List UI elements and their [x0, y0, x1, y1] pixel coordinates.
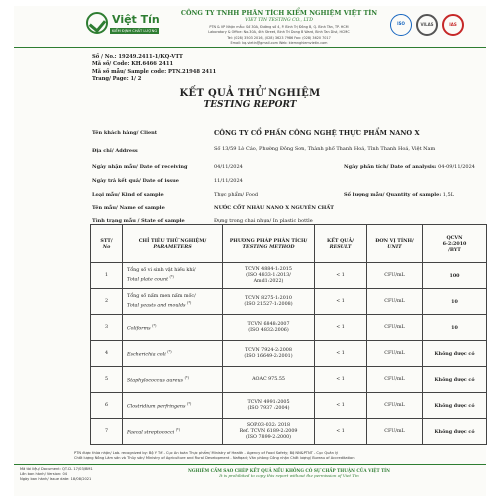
cell-method — [223, 263, 315, 289]
logo-tagline: KIỂM ĐỊNH CHẤT LƯỢNG — [112, 29, 158, 33]
company-logo — [86, 12, 158, 44]
results-table — [90, 224, 486, 444]
name-value: NƯỚC CỐT NHÀU NANO X NGUYÊN CHẤT — [214, 205, 335, 211]
accredited-mark: (*) — [152, 323, 157, 328]
cell-param — [123, 315, 223, 341]
issue-label: Ngày trả kết quả/ Date of issue — [92, 178, 179, 184]
method-line-2: Ref. TCVN 6189-2:2009 — [239, 428, 298, 434]
accredited-mark: (*) — [187, 300, 192, 305]
accredited-mark: (*) — [175, 427, 181, 432]
cell-result: < 1 — [315, 315, 367, 341]
table-row — [91, 341, 487, 367]
method-line-1: AOAC 975.55 — [252, 376, 285, 382]
cell-no: 6 — [91, 393, 123, 419]
prohibit-vn: NGHIÊM CẤM SAO CHÉP KẾT QUẢ NẾU KHÔNG CÓ SỰ CHẤP THUẬN CỦA VIỆT TÍN — [188, 468, 390, 473]
header-param-vn: CHỈ TIÊU THỬ NGHIỆM/ — [138, 237, 207, 244]
sample-code: Mã số mẫu/ Sample code: PTN.21948 2411 — [92, 68, 217, 75]
company-block — [164, 9, 394, 45]
header-result — [315, 225, 367, 263]
cell-result: < 1 — [315, 289, 367, 315]
header-unit-en: UNIT — [387, 243, 402, 250]
company-name-en: VIET TIN TESTING CO., LTD — [245, 18, 313, 23]
cell-param — [123, 419, 223, 445]
cell-result: < 1 — [315, 263, 367, 289]
header-stt-en: No — [102, 243, 111, 250]
header-param — [123, 225, 223, 263]
cell-unit: CFU/mL — [367, 419, 423, 445]
cell-unit: CFU/mL — [367, 393, 423, 419]
cert-label-iso: ISO — [397, 21, 405, 26]
method-line-1: TCVN 7924-2:2008 — [245, 347, 292, 353]
method-line-2: (ISO 4833-1:2013/ — [246, 272, 291, 278]
param-vn: Tổng số vi sinh vật hiếu khí/ — [127, 267, 196, 273]
report-meta — [92, 54, 216, 83]
kind-value: Thực phẩm/ Food — [214, 192, 259, 198]
footer-doc-info — [20, 467, 93, 482]
method-line-1: TCVN 6848:2007 — [247, 321, 290, 327]
vilas-cert-icon — [416, 14, 438, 36]
header-unit — [367, 225, 423, 263]
header-unit-vn: ĐƠN VỊ TÍNH/ — [375, 237, 414, 244]
table-header-row — [91, 225, 487, 263]
cell-qcvn: Không được có — [423, 419, 487, 445]
cell-no: 1 — [91, 263, 123, 289]
table-row — [91, 315, 487, 341]
table-body — [91, 263, 487, 445]
page-number: Trang/ Page: 1/ 2 — [92, 75, 142, 82]
method-line-3: Amd1:2022) — [253, 278, 284, 284]
state-label: Tình trạng mẫu / State of sample — [92, 218, 185, 224]
param-en: Staphylococcus aureus — [127, 378, 184, 384]
footer-note-2: Chất lượng Nông Lâm sản và Thủy sản/ Ministry of Agriculture and Rural Development - Nafiqad; Văn phòng Công nhận Chất lượng/ Bureau of Accreditation — [74, 456, 355, 460]
company-lab-address: Laboratory & Office: No.30A, 4th Street, Binh Tri Dong B Ward, Binh Tan Dist, HCMC — [208, 30, 350, 34]
table-row — [91, 419, 487, 445]
report-title — [14, 88, 486, 110]
company-name-vn: CÔNG TY TNHH PHÂN TÍCH KIỂM NGHIỆM VIỆT TÍN — [180, 9, 378, 17]
method-line-2: (ISO 7937 :2004) — [247, 405, 290, 411]
cell-method — [223, 341, 315, 367]
company-email: Email: kq.vietin@gmail.com Web: kiemnghiemvietin.com — [230, 41, 328, 45]
logo-name: Việt Tín — [112, 13, 160, 26]
param-en: Clostridium perfringens — [127, 404, 186, 410]
cell-no: 2 — [91, 289, 123, 315]
cell-unit: CFU/mL — [367, 315, 423, 341]
title-vn: KẾT QUẢ THỬ NGHIỆM — [179, 88, 321, 99]
footer-prohibition — [164, 468, 414, 478]
title-en: TESTING REPORT — [203, 100, 297, 110]
address-label: Địa chỉ/ Address — [92, 148, 138, 154]
quantity-group — [344, 192, 454, 198]
name-label: Tên mẫu/ Name of sample — [92, 205, 165, 211]
footer-notes — [74, 451, 484, 461]
header-qcvn — [423, 225, 487, 263]
header-method — [223, 225, 315, 263]
cell-result: < 1 — [315, 367, 367, 393]
receiving-value: 04/11/2024 — [214, 164, 243, 170]
param-vn: Tổng số nấm men nấm mốc/ — [127, 293, 196, 299]
report-number: Số / No.: 19249.2411-1/KQ-VTT — [92, 54, 183, 60]
cell-qcvn: 10 — [423, 315, 487, 341]
receiving-label: Ngày nhận mẫu/ Date of receiving — [92, 164, 188, 170]
analysis-value: 04-09/11/2024 — [438, 164, 475, 170]
cell-no: 3 — [91, 315, 123, 341]
table-row — [91, 289, 487, 315]
company-address: PTN & VP Nhận mẫu: Số 30A, Đường số 4, P. Bình Trị Đông B, Q. Bình Tân, TP. HCM — [209, 24, 349, 29]
doc-version: Lần ban hành/ Version: 04 — [20, 472, 68, 476]
cell-qcvn: Không được có — [423, 393, 487, 419]
cell-param — [123, 341, 223, 367]
param-en: Coliforms — [127, 326, 151, 332]
cert-label-ias: IAS — [449, 22, 457, 27]
analysis-group — [344, 164, 475, 170]
customer-code: Mã số/ Code: KH.6466 2411 — [92, 61, 174, 68]
footer-divider — [14, 464, 486, 465]
accredited-mark: (*) — [184, 375, 189, 380]
cell-qcvn: Không được có — [423, 367, 487, 393]
kind-label: Loại mẫu/ Kind of sample — [92, 192, 164, 198]
cell-param — [123, 367, 223, 393]
cell-qcvn: Không được có — [423, 341, 487, 367]
cell-unit: CFU/mL — [367, 263, 423, 289]
cell-no: 5 — [91, 367, 123, 393]
address-value: Số 13/59 Lò Cáo, Phường Đông Sơn, Thành phố Thanh Hoá, Tỉnh Thanh Hoá, Việt Nam — [214, 146, 436, 152]
table-row — [91, 367, 487, 393]
report-page — [14, 6, 486, 496]
cell-result: < 1 — [315, 341, 367, 367]
header-result-vn: KẾT QUẢ/ — [327, 237, 354, 244]
analysis-label: Ngày phân tích/ Date of analysis: — [344, 164, 437, 170]
cell-unit: CFU/mL — [367, 367, 423, 393]
param-en: Escherichia coli — [127, 352, 166, 358]
checkmark-icon — [86, 12, 108, 34]
method-line-2: (ISO 16649-2:2001) — [244, 353, 293, 359]
method-line-1: SOP.03-032: 2018 — [246, 422, 291, 428]
cell-result: < 1 — [315, 419, 367, 445]
param-en: Total yeasts and moulds — [127, 303, 186, 309]
header-param-en: PARAMETERS — [153, 243, 192, 250]
ias-cert-icon — [442, 14, 464, 36]
header-stt-vn: STT/ — [100, 237, 113, 244]
table-row — [91, 263, 487, 289]
issue-value: 11/11/2024 — [214, 178, 243, 184]
cell-param — [123, 393, 223, 419]
header-result-en: RESULT — [329, 243, 352, 250]
cell-param — [123, 263, 223, 289]
cell-unit: CFU/mL — [367, 341, 423, 367]
doc-date: Ngày ban hành/ Issue date: 18/08/2021 — [20, 477, 92, 481]
company-phone: Tel: (028) 3503 2016, (028) 3623 7986 Fax: (028) 3620 7017 — [227, 35, 331, 40]
header-method-vn: PHƯƠNG PHÁP PHÂN TÍCH/ — [229, 237, 308, 244]
prohibit-en: It is prohibited to copy this report without the permission of Viet Tin — [219, 473, 359, 478]
method-line-1: TCVN 8275-1:2010 — [245, 295, 292, 301]
header-method-en: TESTING METHOD — [242, 243, 295, 250]
method-line-1: TCVN 4884-1:2015 — [245, 266, 292, 272]
client-value: CÔNG TY CỔ PHẦN CÔNG NGHỆ THỰC PHẨM NANO X — [214, 129, 420, 137]
param-en: Faecal streptococci — [127, 430, 175, 436]
cell-no: 7 — [91, 419, 123, 445]
report-header — [14, 6, 486, 48]
method-line-2: (ISO 4832:2006) — [248, 327, 289, 333]
cell-no: 4 — [91, 341, 123, 367]
header-qcvn-3: /BYT — [448, 246, 461, 253]
iso-cert-icon — [390, 14, 412, 36]
cell-method — [223, 289, 315, 315]
cell-qcvn: 100 — [423, 263, 487, 289]
client-label: Tên khách hàng/ Client — [92, 130, 158, 136]
quantity-label: Số lượng mẫu/ Quantity of sample: — [344, 192, 442, 198]
cell-method — [223, 315, 315, 341]
cell-method — [223, 419, 315, 445]
cell-method — [223, 393, 315, 419]
state-value: Đựng trong chai nhựa/ In plastic bottle — [214, 218, 313, 224]
footer-note-1: PTN được thừa nhận/ Lab. recognized by: Bộ Y Tế - Cục An toàn Thực phẩm/ Ministry of Health - Agency of Food Safety; Bộ NN&PTNT - Cục Quản lý — [74, 451, 339, 455]
header-stt — [91, 225, 123, 263]
cell-result: < 1 — [315, 393, 367, 419]
cell-qcvn: 10 — [423, 289, 487, 315]
cell-method — [223, 367, 315, 393]
method-line-2: (ISO 21527-1:2008) — [244, 301, 293, 307]
method-line-3: (ISO 7899-2:2000) — [245, 434, 292, 440]
cert-label-vilas: VILAS — [420, 22, 434, 27]
header-qcvn-1: QCVN — [446, 234, 463, 241]
table-row — [91, 393, 487, 419]
accredited-mark: (*) — [167, 349, 172, 354]
doc-code: Mã tài liệu/ Document: QT.CL 17/03/BM1 — [20, 467, 93, 471]
quantity-value: 1,5L — [442, 192, 455, 198]
method-line-1: TCVN 4991:2005 — [247, 399, 290, 405]
accredited-mark: (*) — [186, 401, 192, 406]
header-qcvn-2: 6-2:2010 — [442, 240, 467, 247]
accredited-mark: (*) — [169, 274, 174, 279]
cell-unit: CFU/mL — [367, 289, 423, 315]
param-en: Total plate count — [127, 277, 168, 283]
cell-param — [123, 289, 223, 315]
